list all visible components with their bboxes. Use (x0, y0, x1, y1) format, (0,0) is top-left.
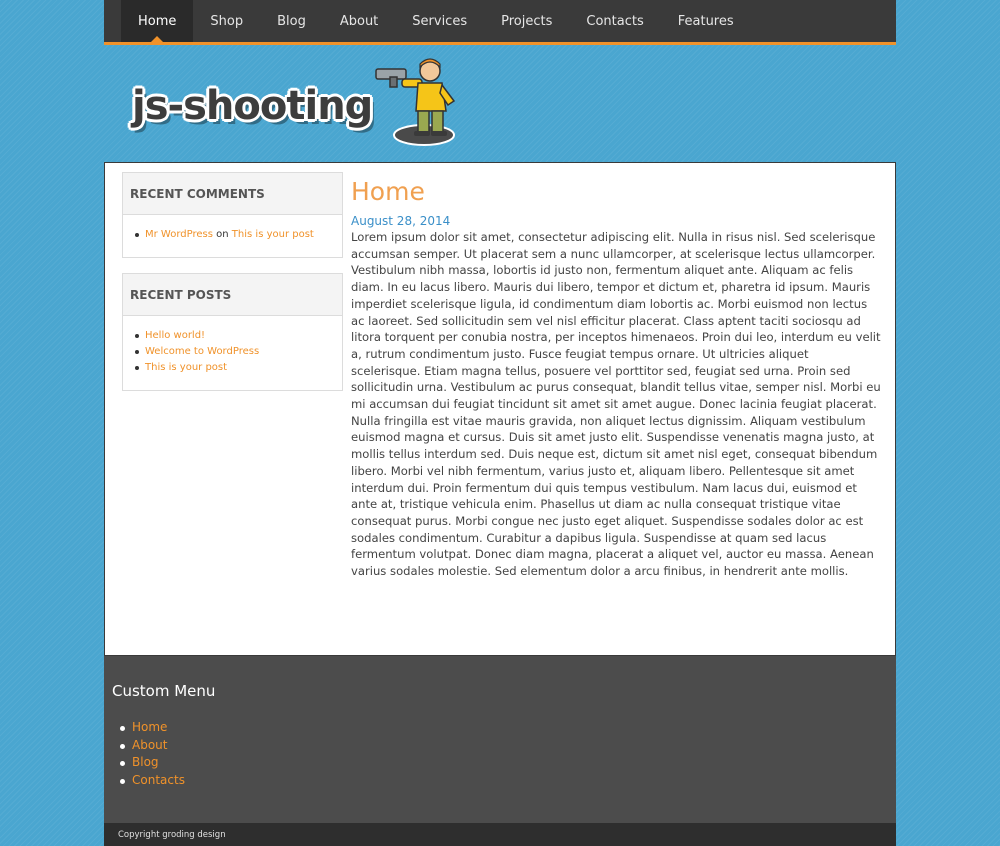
post-article (351, 175, 881, 580)
post-body: Lorem ipsum dolor sit amet, consectetur adipiscing elit. Nulla in risus nisl. Sed scelerisque accumsan semper. Ut placerat sem a nunc ullamcorper, at scelerisque lectus ullamcorper. Vestibulum nibh massa, lobortis id justo non, fermentum aliquet ante. Aliquam ac felis diam. In eu lacus libero. Mauris dui libero, tempor et dictum et, pharetra id ipsum. Mauris imperdiet scelerisque ligula, id condimentum diam lobortis ac. Morbi euismod non lectus ac laoreet. Sed sollicitudin sem vel nisl efficitur placerat. Class aptent taciti sociosqu ad litora torquent per conubia nostra, per inceptos himenaeos. Proin dui leo, interdum eu velit a, rutrum condimentum justo. Fusce feugiat tempus ornare. Ut ultricies aliquet scelerisque. Etiam magna tellus, posuere vel porttitor sed, feugiat sed urna. Proin sed sollicitudin urna. Vestibulum ac purus consequat, blandit tellus vitae, semper nisl. Morbi eu mi accumsan dui feugiat tincidunt sit amet sit amet augue. Donec lacinia feugiat placerat. Nulla fringilla est vitae mauris gravida, non aliquet lectus dignissim. Aliquam vestibulum euismod magna et cursus. Duis sit amet justo elit. Suspendisse venenatis magna justo, at mollis tellus interdum sed. Duis neque est, dictum sit amet nisl eget, consequat bibendum libero. Morbi vel nibh fermentum, varius justo et, aliquam libero. Pellentesque sit amet interdum dui. Proin fermentum dui quis tempus vestibulum. Nam lacus dui, euismod et ante at, tristique vehicula enim. Phasellus ut diam ac nulla consequat tristique vitae consequat purus. Morbi congue nec justo eget aliquet. Suspendisse sodales dolor ac est sodales condimentum. Curabitur a dapibus ligula. Suspendisse at quam sed lacus fermentum volutpat. Donec diam magna, placerat a aliquet vel, auctor eu massa. Aenean varius sodales molestie. Sed elementum dolor a arcu finibus, in hendrerit ante mollis. (351, 230, 881, 579)
footer-link-home[interactable]: Home (132, 720, 168, 734)
top-navigation (104, 0, 896, 45)
nav-item-about[interactable]: About (339, 13, 379, 29)
recent-posts-title: RECENT POSTS (123, 274, 342, 316)
page-wrapper (104, 0, 896, 840)
list-item (133, 328, 332, 344)
recent-post-link[interactable]: Hello world! (145, 330, 206, 341)
page-title: Home (351, 177, 425, 206)
nav-item-contacts[interactable]: Contacts (586, 13, 644, 29)
list-item (118, 754, 185, 772)
copyright-text: Copyright groding design (118, 829, 226, 840)
list-item (118, 772, 185, 790)
recent-post-link[interactable]: This is your post (145, 362, 228, 373)
recent-post-link[interactable]: Welcome to WordPress (145, 346, 260, 357)
list-item (133, 344, 332, 360)
recent-comments-title: RECENT COMMENTS (123, 173, 342, 215)
site-header (104, 45, 896, 162)
footer-link-about[interactable]: About (132, 737, 168, 752)
custom-menu-list (118, 719, 185, 789)
recent-posts-widget (122, 273, 343, 391)
comment-author-link[interactable]: Mr WordPress (145, 229, 213, 240)
list-item (133, 227, 332, 243)
nav-item-projects[interactable]: Projects (501, 13, 553, 29)
shooter-mascot-icon (372, 57, 468, 149)
recent-comments-widget (122, 172, 343, 258)
comment-connector: on (216, 229, 229, 240)
custom-menu-title: Custom Menu (112, 682, 216, 700)
post-date[interactable]: August 28, 2014 (351, 214, 451, 228)
footer-link-blog[interactable]: Blog (132, 755, 159, 769)
recent-comments-list (123, 215, 342, 257)
site-footer (104, 656, 896, 823)
nav-item-shop[interactable]: Shop (210, 13, 244, 29)
nav-item-home[interactable]: Home (121, 0, 193, 42)
footer-link-contacts[interactable]: Contacts (132, 772, 185, 787)
list-item (133, 360, 332, 376)
nav-item-services[interactable]: Services (412, 13, 468, 29)
list-item (118, 719, 185, 737)
recent-posts-list (123, 316, 342, 390)
site-logo[interactable]: js-shooting (132, 83, 373, 129)
nav-item-blog[interactable]: Blog (277, 13, 306, 29)
copyright-bar (104, 823, 896, 846)
content-area (104, 162, 896, 656)
list-item (118, 737, 185, 755)
comment-post-link[interactable]: This is your post (231, 229, 314, 240)
nav-item-features[interactable]: Features (677, 13, 734, 29)
